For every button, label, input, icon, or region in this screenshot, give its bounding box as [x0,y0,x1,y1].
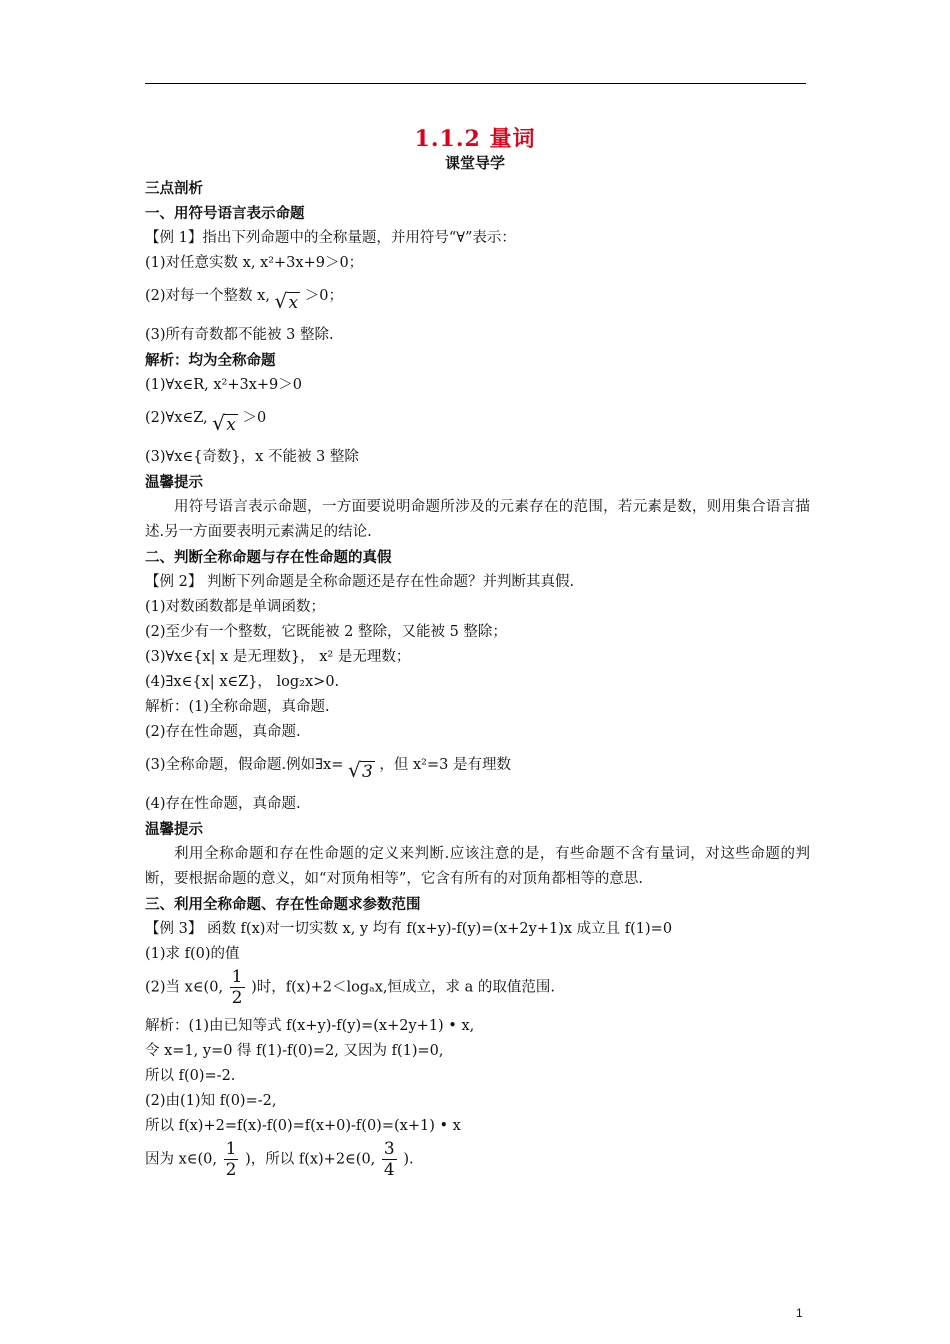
tip-heading: 温馨提示 [145,474,203,491]
sqrt-expression: √ x [212,411,236,435]
fraction-numerator: 1 [225,1139,237,1159]
text-line: (1)对任意实数 x, x²+3x+9＞0； [145,255,364,271]
text-segment: ＞0 [242,410,267,426]
section-heading: 三、利用全称命题、存在性命题求参数范围 [145,896,421,913]
text-segment: (2)∀x∈Z, [145,410,208,426]
section-heading: 二、判断全称命题与存在性命题的真假 [145,549,392,566]
text-segment: )，所以 f(x)+2∈(0, [245,1151,376,1168]
text-segment: (2)对每一个整数 x, [145,288,270,304]
text-segment: ＞0； [304,288,343,304]
page-title: 1.1.2 量词 [414,126,536,152]
text-segment: )时，f(x)+2＜logₐx,恒成立，求 a 的取值范围. [251,979,555,996]
text-segment: ). [403,1151,414,1168]
page-subtitle: 课堂导学 [444,154,505,172]
text-line: (3)∀x∈{x| x 是无理数}， x² 是无理数； [145,649,411,665]
page-number: 1 [796,1306,803,1320]
section-heading: 一、用符号语言表示命题 [145,205,305,222]
text-line: 【例 1】指出下列命题中的全称量题，并用符号“∀”表示： [145,230,516,246]
text-line: 解析：(1)由已知等式 f(x+y)-f(y)=(x+2y+1) • x, [145,1018,475,1034]
text-line: (3)∀x∈{奇数}，x 不能被 3 整除 [145,449,359,465]
sqrt-radicand: x [288,293,299,313]
fraction-numerator: 1 [231,967,243,987]
document-body [145,176,810,1186]
text-line: (2)存在性命题，真命题. [145,724,301,740]
text-line: (4)∃x∈{x| x∈Z}， log₂x>0. [145,674,340,690]
sqrt-expression: √ 3 [347,758,373,782]
fraction-numerator: 3 [383,1139,395,1159]
text-line: (3)所有奇数都不能被 3 整除. [145,327,334,343]
fraction-denominator: 4 [383,1160,395,1180]
text-line: (1)对数函数都是单调函数； [145,599,326,615]
text-line: 【例 2】 判断下列命题是全称命题还是存在性命题？并判断其真假. [145,574,575,590]
text-line [145,967,810,1014]
text-line: (2)至少有一个整数，它既能被 2 整除，又能被 5 整除； [145,624,507,640]
fraction-denominator: 2 [231,988,243,1008]
tip-paragraph: 利用全称命题和存在性命题的定义来判断.应该注意的是，有些命题不含有量词，对这些命题的判断，要根据命题的意义，如“对顶角相等”，它含有所有的对顶角都相等的意思. [145,846,810,887]
fraction [382,1139,397,1180]
tip-heading: 温馨提示 [145,821,203,838]
text-line [145,1139,810,1186]
sqrt-radicand: 3 [361,762,373,782]
text-line: 所以 f(0)=-2. [145,1068,236,1084]
fraction-denominator: 2 [225,1160,237,1180]
text-segment: ，但 x²=3 是有理数 [379,757,511,773]
sqrt-expression: √ x [274,289,299,313]
text-line: 解析：(1)全称命题，真命题. [145,699,330,715]
text-line: 令 x=1, y=0 得 f(1)-f(0)=2, 又因为 f(1)=0, [145,1043,444,1059]
text-line: (1)∀x∈R, x²+3x+9＞0 [145,377,302,393]
section-heading: 三点剖析 [145,180,203,197]
text-line: (1)求 f(0)的值 [145,946,240,962]
text-line [145,398,810,445]
text-line: 【例 3】 函数 f(x)对一切实数 x, y 均有 f(x+y)-f(y)=(x+2y+1)x 成立且 f(1)=0 [145,921,673,937]
text-line: (4)存在性命题，真命题. [145,796,301,812]
fraction [224,1139,239,1180]
text-segment: 因为 x∈(0, [145,1151,218,1168]
fraction [230,967,245,1008]
header-rule [145,83,806,84]
text-line: 所以 f(x)+2=f(x)-f(0)=f(x+0)-f(0)=(x+1) • x [145,1118,461,1134]
text-line [145,745,810,792]
sqrt-radicand: x [226,415,236,435]
text-segment: (3)全称命题，假命题.例如∃x= [145,757,344,773]
text-line: (2)由(1)知 f(0)=-2, [145,1093,277,1109]
tip-paragraph: 用符号语言表示命题，一方面要说明命题所涉及的元素存在的范围，若元素是数，则用集合语言描述.另一方面要表明元素满足的结论. [145,499,810,540]
text-segment: (2)当 x∈(0, [145,979,224,996]
text-line [145,276,810,323]
analysis-label: 解析：均为全称命题 [145,352,276,369]
